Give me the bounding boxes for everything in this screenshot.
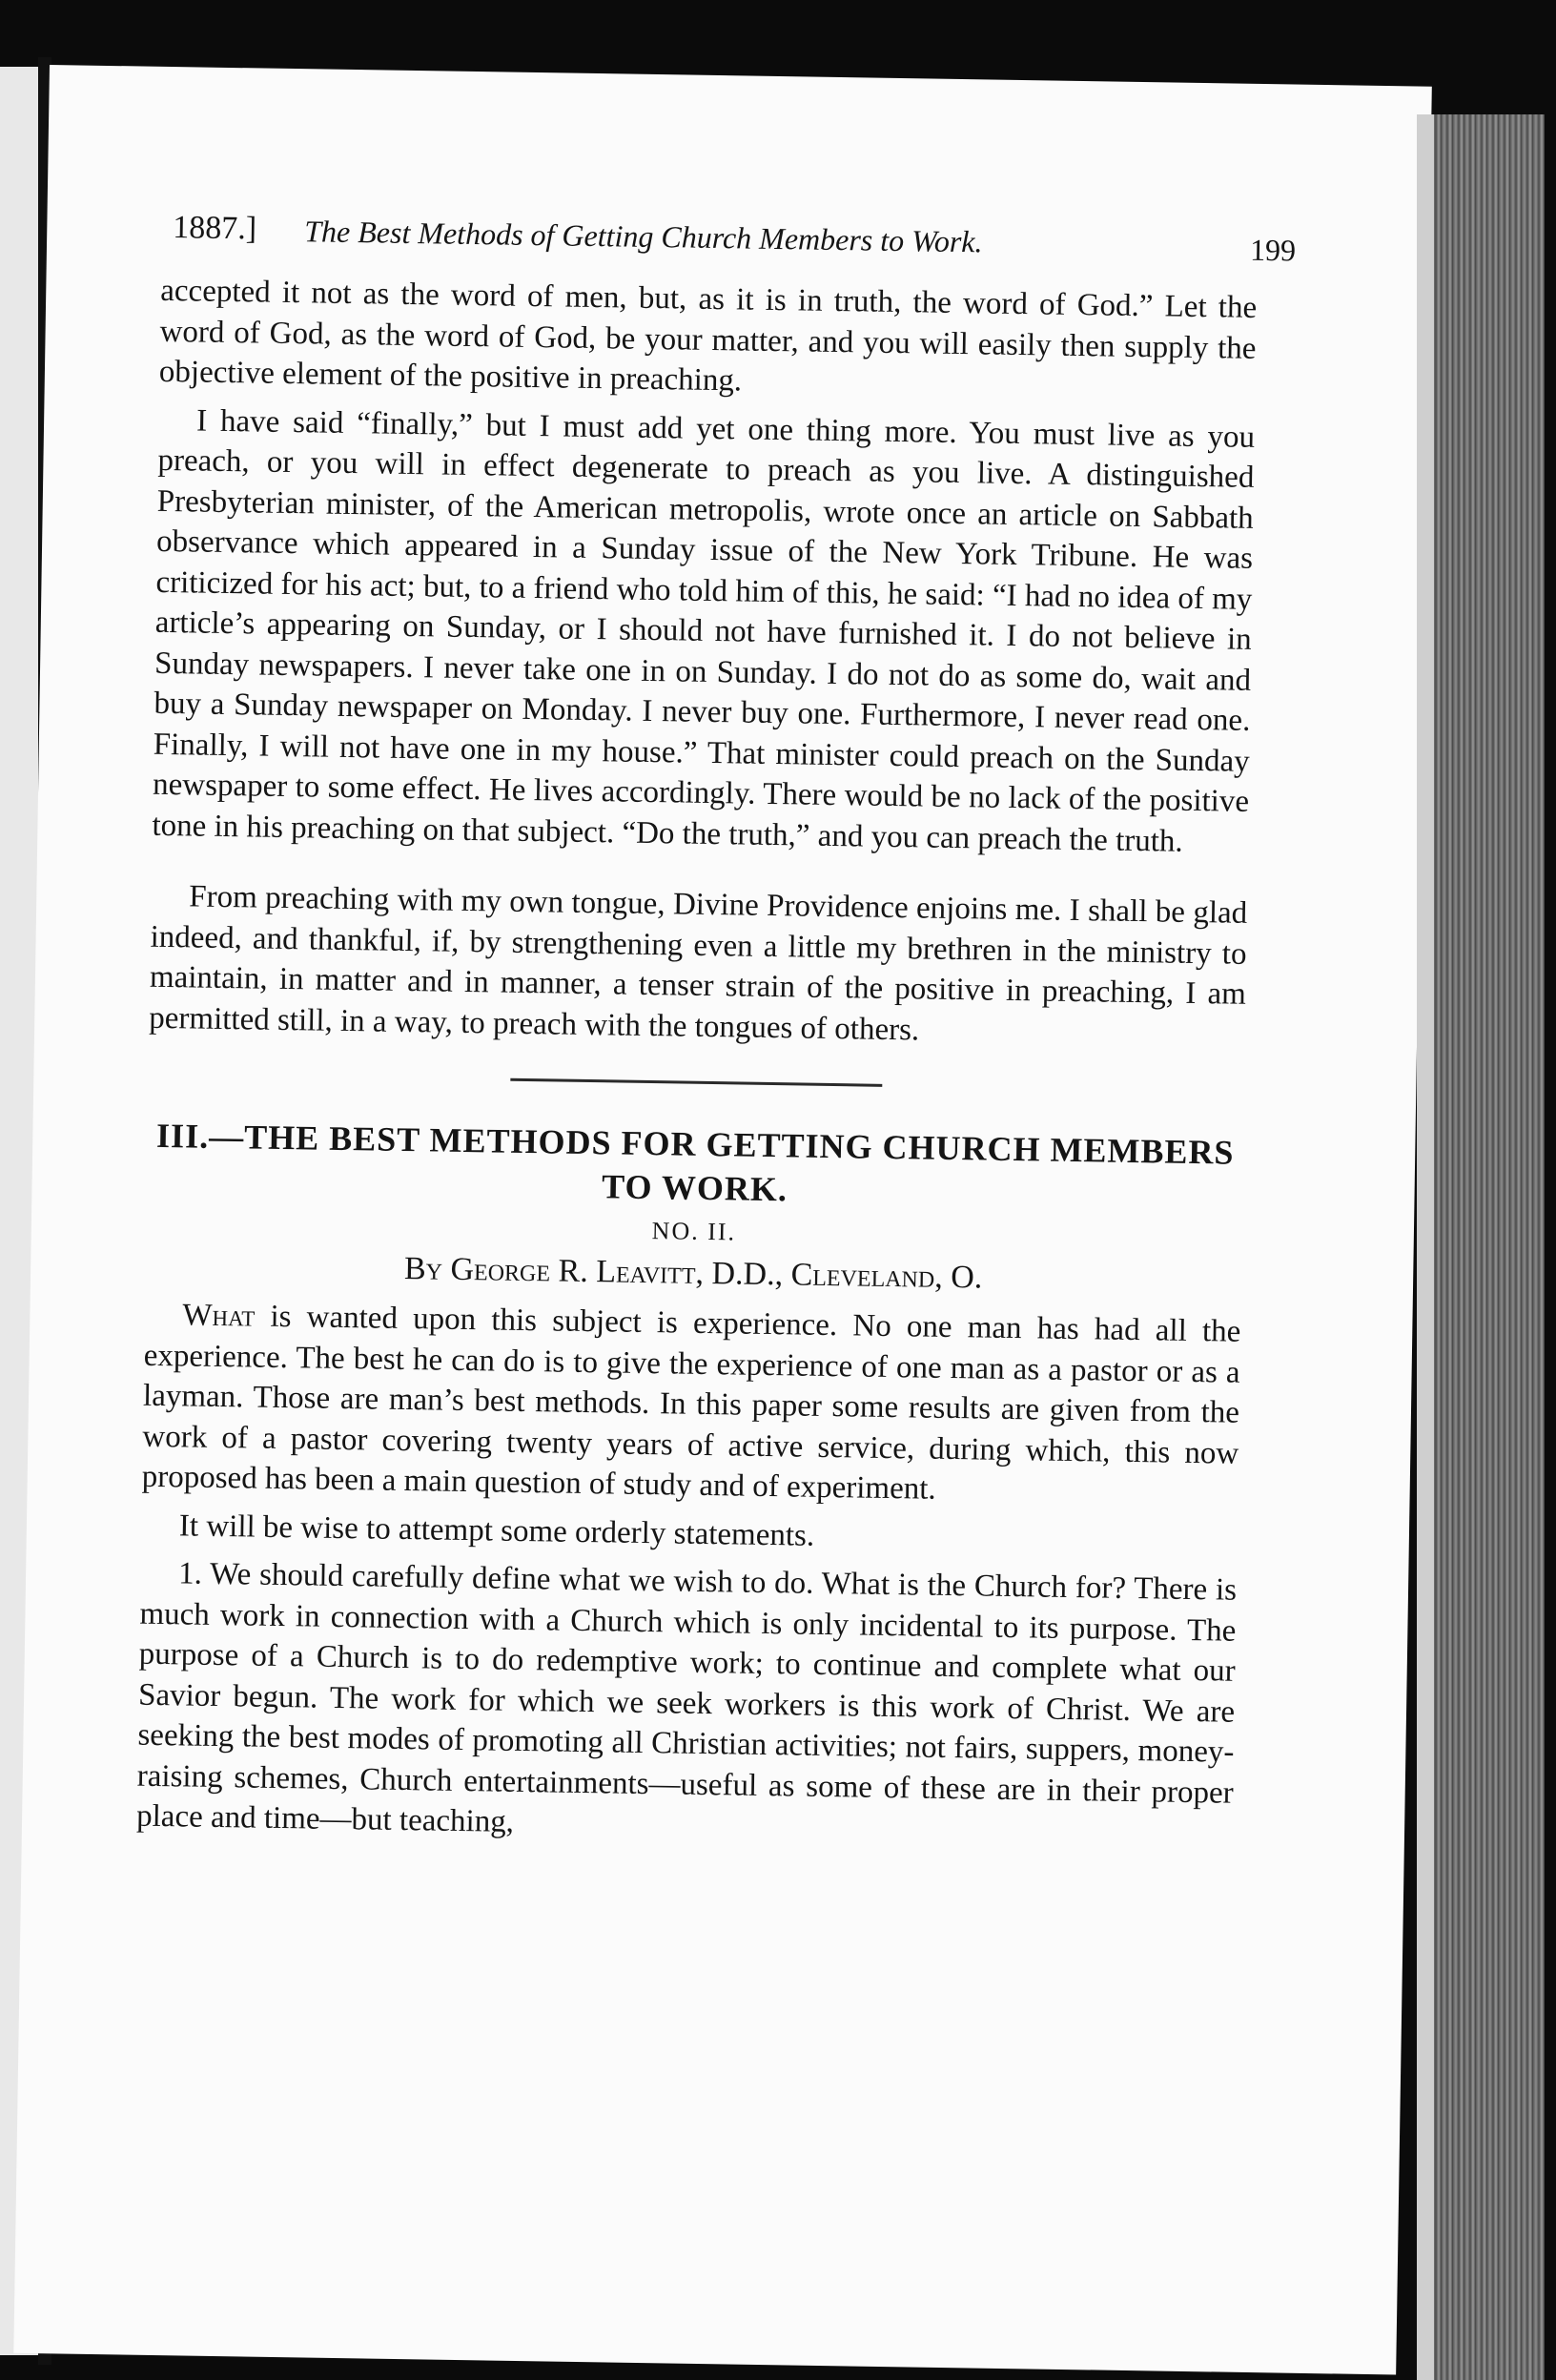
section-divider (510, 1078, 882, 1087)
lead-word: What (182, 1298, 256, 1334)
paragraph: From preaching with my own tongue, Divine Providence enjoins me. I shall be glad indeed, and thankful, if, by strengthening even a little my brethren in the ministry to maintain, in matter and in manner, a tenser strain of the positive in preaching, I am permitted still, in a way, to preach with the tongues of others. (149, 879, 1248, 1047)
paragraph: I have said “finally,” but I must add yet one thing more. You must live as you preach, or you will in effect degenerate to preach as you live. A distinguished Presbyterian minister, of the American metropolis, wrote once an article on Sabbath observance which appeared in a Sunday issue of the New York Tribune. He was criticized for his act; but, to a friend who told him of this, he said: “I had no idea of my article’s appearing on Sunday, or I should not have furnished it. I do not believe in Sunday newspapers. I never take one in on Sunday. I do not do as some do, wait and buy a Sunday newspaper on Monday. I never buy one. Furthermore, I never read one. Finally, I will not have one in my house.” That minister could preach on the Sunday newspaper to some effect. He lives accordingly. There would be no lack of the positive tone in his preaching on that subject. “Do the truth,” and you can preach the truth. (152, 402, 1256, 859)
book-page (13, 65, 1432, 2374)
page-number: 199 (1249, 232, 1297, 268)
article-byline: By George R. Leavitt, D.D., Cleveland, O. (403, 1251, 983, 1296)
paragraph: accepted it not as the word of men, but, as it is in truth, the word of God.” Let the word of God, as the word of God, be your matter, and you will easily then supply the objective element of the positive in preaching. (158, 273, 1258, 399)
article-title: III.—THE BEST METHODS FOR GETTING CHURCH MEMBERS TO WORK. (155, 1116, 1235, 1209)
header-year: 1887.] (173, 210, 257, 247)
paragraph: 1. We should carefully define what we wish to do. What is the Church for? There is much work in connection with a Church which is only incidental to its purpose. The purpose of a Church is to do redemptive work; to continue and complete what our Savior begun. The work for which we seek workers is this work of Christ. We are seeking the best modes of promoting all Christian activities; not fairs, suppers, money-raising schemes, Church entertainments—useful as some of these are in their proper place and time—but teaching, (135, 1556, 1238, 1839)
paragraph (141, 1295, 1240, 1515)
article-number: NO. II. (651, 1217, 737, 1246)
paragraph-text: is wanted upon this subject is experience. No one man has had all the experience. The best he can do is to give the experience of one man as a pastor or as a layman. Those are man’s best methods. In this paper some results are given from the work of a pastor covering twenty years of active service, during which, this now proposed has been a main question of study and of experiment. (141, 1299, 1241, 1507)
paragraph: It will be wise to attempt some orderly statements. (178, 1508, 815, 1553)
book-page-edges (1430, 114, 1545, 2380)
header-title: The Best Methods of Getting Church Members to Work. (304, 214, 983, 259)
page-content (135, 210, 1297, 1861)
